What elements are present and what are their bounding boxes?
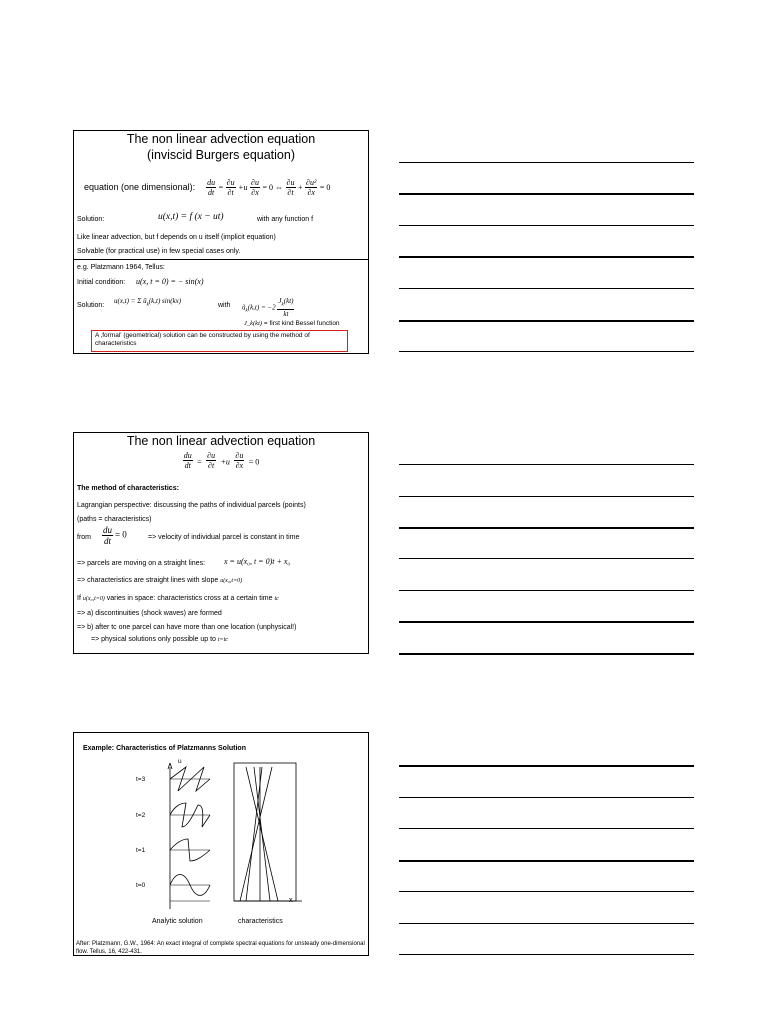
u-axis-label: u: [178, 758, 182, 765]
from-label: from: [77, 534, 91, 541]
callout-text: A ‚formal' (geometrical) solution can be constructed by using the method of characteristics: [95, 332, 310, 347]
t-label-2: t=2: [136, 812, 146, 819]
notes-line: [399, 590, 694, 591]
if-text: If: [77, 595, 81, 602]
notes-line: [399, 320, 694, 322]
characteristics-slope: u(x₀,t=0): [220, 578, 243, 584]
notes-line: [399, 923, 694, 924]
slide-1: [73, 130, 369, 354]
bessel-note: [244, 319, 340, 328]
characteristics-figure: [74, 733, 369, 956]
characteristics-text: => characteristics are straight lines with slope: [77, 577, 219, 584]
parcels-equation: x = u(x₀, t = 0)t + x₀: [224, 557, 291, 566]
t-label-0: t=0: [136, 882, 146, 889]
varies-text: varies in space: characteristics cross at a certain time: [106, 595, 273, 602]
critical-time: tc: [274, 596, 279, 602]
notes-line: [399, 351, 694, 352]
notes-line: [399, 558, 694, 559]
notes-line: [399, 162, 694, 163]
eq2-du-dt: $\frac{du}{dt}$: [183, 451, 192, 470]
shock-line: => a) discontinuities (shock waves) are formed: [77, 610, 222, 617]
slide-3-title: Example: Characteristics of Platzmanns Solution: [83, 745, 246, 752]
characteristics-callout-box: [91, 330, 348, 352]
slide-2: [73, 432, 369, 654]
notes-line: [399, 797, 694, 798]
series-solution: u(x,t) = Σ $ũ_k(k,t)$ sin(kx): [114, 297, 182, 308]
initial-condition-label: Initial condition:: [77, 279, 126, 286]
parcels-line: => parcels are moving on a straight lines:: [77, 560, 206, 567]
linear-advection-line: Like linear advection, but f depends on u itself (implicit equation): [77, 234, 276, 241]
eq2-partial-u-x: $\frac{\partial u}{\partial x}$: [235, 451, 244, 470]
notes-line: [399, 621, 694, 623]
notes-line: [399, 527, 694, 529]
solution-equation: u(x,t) = f (x − ut): [158, 212, 224, 222]
characteristics-line: [77, 576, 242, 586]
characteristics-box: [234, 763, 296, 901]
notes-line: [399, 464, 694, 465]
advection-equation: $\frac{du}{dt}$ = $\frac{\partial u}{\partial t}$ +u $\frac{\partial u}{\partial x}$ = 0: [183, 451, 260, 470]
slide-3: [73, 732, 369, 956]
divider: [74, 259, 368, 260]
equation-label: equation (one dimensional):: [84, 181, 196, 192]
title-line-1: The non linear advection equation: [126, 132, 316, 146]
with-label: with: [218, 302, 231, 309]
from-note: => velocity of individual parcel is constant in time: [148, 534, 300, 541]
solution2-label: Solution:: [77, 302, 105, 309]
notes-line: [399, 954, 694, 955]
physical-solutions-line: [91, 635, 228, 645]
eq-partial-u-t-2: $\frac{\partial u}{\partial t}$: [286, 178, 295, 197]
notes-line: [399, 860, 694, 862]
if-condition: u(x₀,t=0): [82, 596, 105, 602]
method-heading: The method of characteristics:: [77, 485, 179, 492]
notes-line: [399, 653, 694, 655]
title-line-2: (inviscid Burgers equation): [147, 148, 295, 162]
varies-line: [77, 594, 279, 604]
eq2-partial-u-t: $\frac{\partial u}{\partial t}$: [207, 451, 216, 470]
notes-line: [399, 193, 694, 195]
lagrangian-line: Lagrangian perspective: discussing the paths of individual parcels (points): [77, 502, 306, 509]
notes-line: [399, 891, 694, 892]
t-label-3: t=3: [136, 776, 146, 783]
eq-partial-u-x: $\frac{\partial u}{\partial x}$: [251, 178, 259, 197]
solution-label: Solution:: [77, 216, 105, 223]
reference-line: e.g. Platzmann 1964, Tellus:: [77, 264, 165, 271]
equation-row: equation (one dimensional): $\frac{du}{dt}$ = $\frac{\partial u}{\partial t}$ +u $\frac{\partial u}{\partial x}$ = 0 ⇔ $\frac{\partial u}{\partial t}$ + $\frac{\text{∂u²}}{\partial x}$ = 0: [84, 178, 331, 197]
t-label-1: t=1: [136, 847, 146, 854]
notes-line: [399, 496, 694, 497]
x-axis-label: x: [289, 897, 293, 904]
bessel-note-text: = first kind Bessel function: [263, 320, 340, 327]
caption-analytic: Analytic solution: [152, 918, 203, 925]
caption-characteristics: characteristics: [238, 918, 283, 925]
from-equation: $\frac{du}{dt}$ = 0: [103, 525, 127, 546]
coefficient-eq: $ũ_k(k,t) = -2$ $\frac{J_k(kt)}{kt}$: [242, 297, 294, 319]
paths-line: (paths = characteristics): [77, 516, 152, 523]
notes-line: [399, 288, 694, 289]
physical-tc: t=tc: [217, 637, 228, 643]
notes-line: [399, 256, 694, 258]
notes-line: [399, 828, 694, 829]
characteristic-line-5: [246, 767, 278, 901]
slide-2-title: The non linear advection equation: [126, 434, 316, 448]
bessel-symbol: J_k(kt): [244, 320, 263, 327]
eq-partial-u2-x: $\frac{\text{∂u²}}{\partial x}$: [306, 178, 317, 197]
eq-du-dt: $\frac{du}{dt}$: [207, 178, 216, 197]
unphysical-line: => b) after tc one parcel can have more than one location (unphysical!): [77, 624, 297, 631]
solvable-line: Solvable (for practical use) in few special cases only.: [77, 248, 241, 255]
citation: After: Platzmann, G.W., 1964: An exact integral of complete spectral equations for unsteady one-dimensional flow. Tellus, 16, 422-431.: [76, 941, 365, 955]
physical-text: => physical solutions only possible up to: [91, 636, 216, 643]
solution-note: with any function f: [257, 216, 314, 223]
notes-line: [399, 225, 694, 226]
slide-1-title: [74, 131, 368, 163]
notes-line: [399, 765, 694, 767]
initial-condition-eq: u(x, t = 0) = − sin(x): [136, 277, 204, 286]
eq-partial-u-t: $\frac{\partial u}{\partial t}$: [226, 178, 235, 197]
